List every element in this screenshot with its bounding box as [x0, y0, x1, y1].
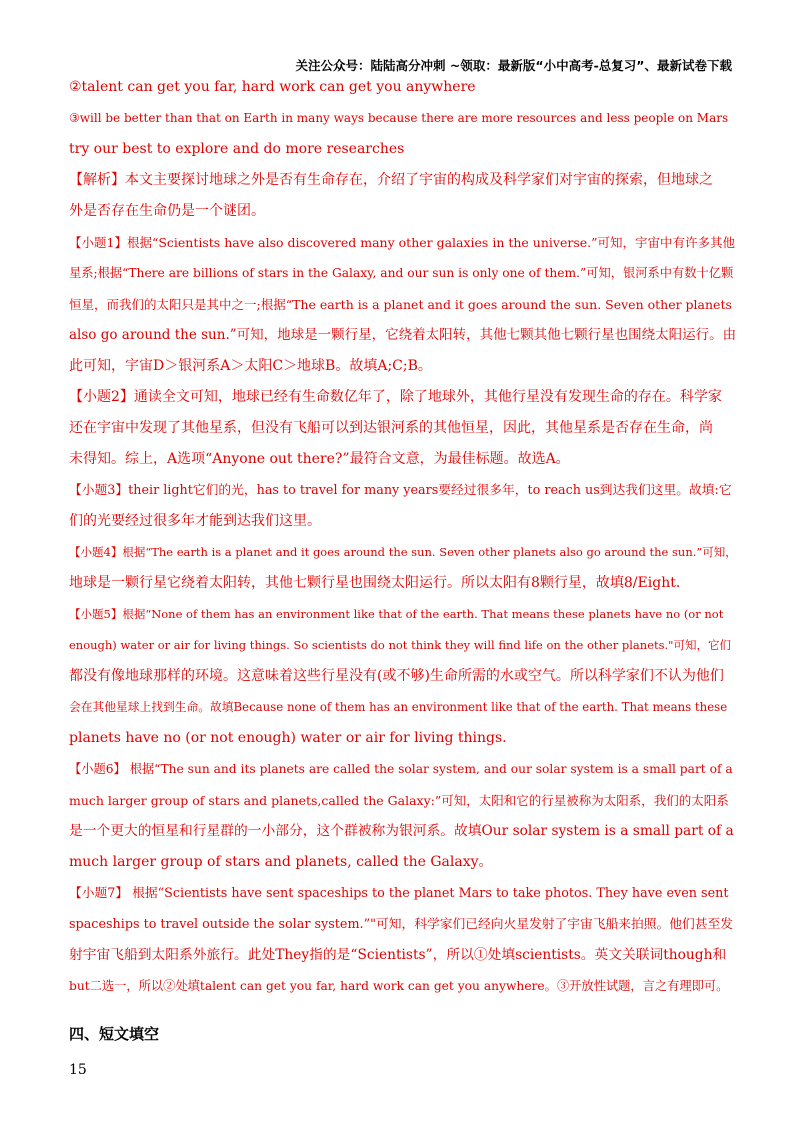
text-line: 星系;根据“There are billions of stars in the Galaxy, and our sun is only one of them.”可知，银河系中有数十亿颗	[69, 266, 734, 280]
text-line: 地球是一颗行星它绕着太阳转，其他七颗行星也围绕太阳运行。所以太阳有8颗行星，故填8/Eight.	[69, 575, 681, 591]
text-line: 【小题7】 根据“Scientists have sent spaceships to the planet Mars to take photos. They have even sent	[69, 886, 729, 901]
text-line: 恒星，而我们的太阳只是其中之一;根据“The earth is a planet and it goes around the sun. Seven other planets	[69, 297, 732, 312]
text-line: 【小题1】根据“Scientists have also discovered many other galaxies in the universe.”可知，宇宙中有许多其他	[69, 235, 735, 250]
text-line: 外是否存在生命仍是一个谜团。	[69, 203, 265, 219]
text-line: also go around the sun.”可知，地球是一颗行星，它绕着太阳转，其他七颗其他七颗行星也围绕太阳运行。由	[69, 327, 737, 343]
text-line: much larger group of stars and planets, called the Galaxy。	[69, 854, 493, 870]
page-header: 关注公众号：陆陆高分冲刺 ~领取：最新版“小中高考-总复习”、最新试卷下载	[295, 58, 732, 73]
text-line: 【小题6】 根据“The sun and its planets are called the solar system, and our solar system is a small part of a	[69, 762, 733, 776]
text-line: 射宇宙飞船到太阳系外旅行。此处They指的是“Scientists”，所以①处填scientists。英文关联词though和	[69, 947, 727, 963]
text-line: spaceships to travel outside the solar system.”"可知，科学家们已经向火星发射了宇宙飞船来拍照。他们甚至发	[69, 917, 733, 932]
text-line: 【小题4】根据“The earth is a planet and it goes around the sun. Seven other planets also go around the sun.”可知，	[69, 545, 737, 559]
text-line: 都没有像地球那样的环境。这意味着这些行星没有(或不够)生命所需的水或空气。所以科学家们不认为他们	[69, 668, 724, 684]
text-line: ③will be better than that on Earth in many ways because there are more resources and less people on Mars	[69, 111, 729, 125]
text-line: 们的光要经过很多年才能到达我们这里。	[69, 513, 321, 529]
text-line: but二选一，所以②处填talent can get you far, hard work can get you anywhere。③开放性试题，言之有理即可。	[69, 979, 729, 993]
answer-text	[69, 72, 737, 1002]
text-line: try our best to explore and do more researches	[69, 141, 405, 157]
text-line: 此可知，宇宙D＞银河系A＞太阳C＞地球B。故填A;C;B。	[69, 358, 432, 374]
text-line: 是一个更大的恒星和行星群的一小部分，这个群被称为银河系。故填Our solar system is a small part of a	[69, 823, 734, 839]
page-number: 15	[69, 1062, 87, 1078]
text-line: planets have no (or not enough) water or air for living things.	[69, 730, 507, 746]
text-line: 未得知。综上，A选项“Anyone out there?”最符合文意，为最佳标题。故选A。	[69, 451, 570, 467]
text-line: 会在其他星球上找到生命。故填Because none of them has an environment like that of the earth. That means these	[69, 700, 728, 714]
text-line: much larger group of stars and planets,called the Galaxy:”可知，太阳和它的行星被称为太阳系，我们的太阳系	[69, 793, 729, 808]
text-line: 还在宇宙中发现了其他星系，但没有飞船可以到达银河系的其他恒星，因此，其他星系是否存在生命，尚	[69, 420, 713, 436]
text-line: enough) water or air for living things. So scientists do not think they will find life on the other planets."可知，它们	[69, 638, 731, 652]
text-line: 【小题3】their light它们的光，has to travel for many years要经过很多年，to reach us到达我们这里。故填:它	[69, 483, 732, 498]
text-line: 【解析】本文主要探讨地球之外是否有生命存在，介绍了宇宙的构成及科学家们对宇宙的探索，但地球之	[69, 172, 713, 188]
text-line: ②talent can get you far, hard work can get you anywhere	[69, 79, 476, 95]
text-line: 【小题5】根据“None of them has an environment like that of the earth. That means these planets have no (or not	[69, 607, 724, 621]
section-title: 四、短文填空	[69, 1025, 160, 1043]
text-line: 【小题2】通读全文可知，地球已经有生命数亿年了，除了地球外，其他行星没有发现生命的存在。科学家	[69, 389, 722, 405]
